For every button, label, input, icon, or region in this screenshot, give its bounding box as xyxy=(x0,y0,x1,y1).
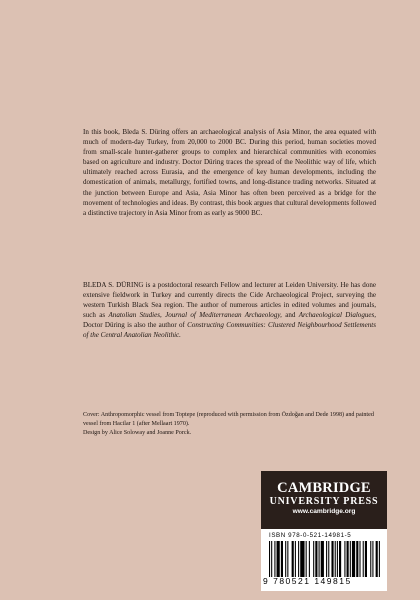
author-book-title: Constructing Communities: Clustered Neighbourhood Settlements of the Central Anatolian Neolithic. xyxy=(83,321,376,340)
publisher-name: CAMBRIDGE xyxy=(277,480,371,496)
bio-text-1: BLEDA S. DÜRING is a postdoctoral research Fellow and lecturer at Leiden University. He has done extensive fieldwork in Turkey and currently directs the Cide Archaeological Project, surveying the western Turkish Black Sea region. The author of numerous articles in edited volumes and journals, such as xyxy=(83,281,376,320)
book-description: In this book, Bleda S. Düring offers an archaeological analysis of Asia Minor, the area equated with much of modern-day Turkey, from 20,000 to 2000 BC. During this period, human societies moved from small-scale hunter-gatherer groups to complex and hierarchical communities with economies based on agriculture and industry. Doctor Düring traces the spread of the Neolithic way of life, which ultimately reached across Eurasia, and the emergence of key human developments, including the domestication of animals, metallurgy, fortified towns, and long-distance trading networks. Situated at the junction between Europe and Asia, Asia Minor has often been perceived as a bridge for the movement of technologies and ideas. By contrast, this book argues that cultural developments followed a distinctive trajectory in Asia Minor from as early as 9000 BC. xyxy=(83,128,376,217)
barcode-icon xyxy=(269,541,381,577)
barcode-digits: 9 780521 149815 xyxy=(263,576,352,586)
cover-credits xyxy=(83,411,376,438)
bio-text-2: and xyxy=(281,311,299,320)
isbn-label: ISBN 978-0-521-14981-5 xyxy=(269,532,352,539)
cover-image-credit: Cover: Anthropomorphic vessel from Toptepe (reproduced with permission from Özdoğan and Dede 1998) and painted vessel from Hacilar 1 (after Mellaart 1970). xyxy=(83,412,374,427)
bio-text-3: Doctor Düring is also the author of xyxy=(83,321,188,330)
barcode-panel xyxy=(261,529,387,591)
author-bio xyxy=(83,280,376,341)
publisher-url: www.cambridge.org xyxy=(292,508,356,515)
design-credit: Design by Alice Soloway and Joanne Porck. xyxy=(83,430,192,436)
journal-title-dialogues: Archaeological Dialogues, xyxy=(298,311,376,320)
publisher-subtitle: UNIVERSITY PRESS xyxy=(269,496,379,507)
publisher-logo xyxy=(261,471,387,529)
journal-titles: Anatolian Studies, Journal of Mediterranean Archaeology, xyxy=(108,311,282,320)
